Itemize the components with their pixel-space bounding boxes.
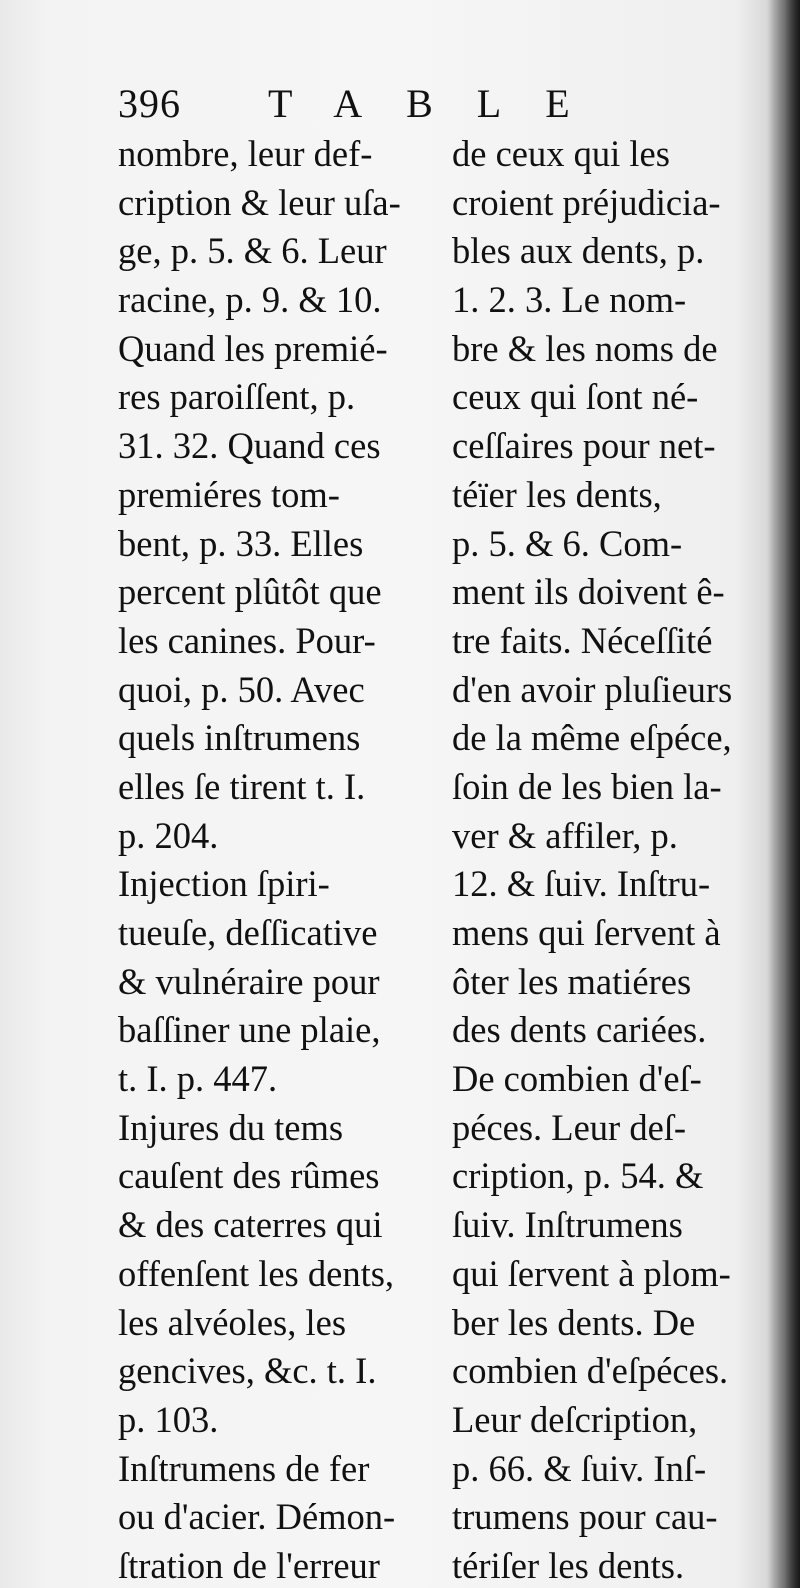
text-line: cription & leur uſa- [118,181,401,223]
text-line: combien d'eſpéces. [452,1350,729,1392]
text-line: baſſiner une plaie, [118,1009,381,1051]
text-line: tueuſe, deſſicative [118,912,378,953]
text-line: ge, p. 5. & 6. Leur [118,230,387,272]
page-edge-shadow [766,0,800,1588]
text-line: des dents cariées. [452,1009,707,1051]
text-line: les canines. Pour- [118,619,376,661]
text-line: bent, p. 33. Elles [118,522,364,564]
text-line: ſuiv. Inſtrumens [452,1204,683,1246]
text-line: ſoin de les bien la- [452,765,722,807]
text-line: & vulnéraire pour [118,960,380,1002]
text-line: ceux qui ſont né- [452,376,699,418]
text-line: ment ils doivent ê- [452,571,725,613]
text-line: De combien d'eſ- [452,1058,702,1100]
right-column [452,130,752,1588]
text-line: péces. Leur deſ- [452,1106,687,1148]
text-line: Leur deſcription, [452,1398,698,1440]
text-line: qui ſervent à plom- [452,1252,731,1294]
text-line: gencives, &c. t. I. [118,1350,377,1392]
text-line: ber les dents. De [452,1301,696,1343]
text-line: tre faits. Néceſſité [452,619,713,661]
text-line: p. 5. & 6. Com- [452,522,683,564]
text-line: percent plûtôt que [118,571,382,613]
text-line: p. 204. [118,814,219,856]
text-line: res paroiſſent, p. [118,376,356,418]
text-line: cription, p. 54. & [452,1155,704,1197]
text-line: racine, p. 9. & 10. [118,279,382,321]
text-line: téïer les dents, [452,473,662,515]
text-line: ou d'acier. Démon- [118,1496,396,1538]
text-line: bre & les noms de [452,327,718,369]
running-header [118,76,638,136]
text-line: les alvéoles, les [118,1301,347,1343]
text-line: t. I. p. 447. [118,1058,278,1100]
text-line: offenſent les dents, [118,1252,395,1294]
left-column [118,130,438,1588]
text-line: de la même eſpéce, [452,717,732,759]
text-line: d'en avoir pluſieurs [452,668,733,710]
running-title: TABLE [268,81,614,126]
text-line: quoi, p. 50. Avec [118,668,365,710]
text-line: 31. 32. Quand ces [118,425,381,467]
text-line: elles ſe tirent t. I. [118,765,366,807]
text-line: de ceux qui les [452,133,670,174]
text-line: Inſtrumens de fer [118,1447,370,1489]
text-line: ôter les matiéres [452,960,692,1002]
text-line: ver & affiler, p. [452,814,678,856]
text-line: ceſſaires pour net- [452,425,716,467]
text-line: Injection ſpiri- [118,863,330,905]
text-line: Injures du tems [118,1106,344,1148]
page-number: 396 [118,81,181,126]
text-line: nombre, leur def- [118,133,373,174]
text-line: p. 103. [118,1398,219,1440]
text-line: bles aux dents, p. [452,230,705,272]
text-line: cauſent des rûmes [118,1155,380,1197]
text-line: tériſer les dents. [452,1544,685,1586]
text-line: p. 66. & ſuiv. Inſ- [452,1447,707,1489]
text-line: ſtration de l'erreur [118,1544,380,1586]
text-line: premiéres tom- [118,473,340,515]
text-line: trumens pour cau- [452,1496,718,1538]
text-line: Quand les premié- [118,327,388,369]
text-line: 12. & ſuiv. Inſtru- [452,863,711,905]
text-line: & des caterres qui [118,1204,383,1246]
text-line: quels inſtrumens [118,717,361,759]
text-line: 1. 2. 3. Le nom- [452,279,687,321]
text-line: mens qui ſervent à [452,912,721,953]
text-line: croient préjudicia- [452,181,721,223]
